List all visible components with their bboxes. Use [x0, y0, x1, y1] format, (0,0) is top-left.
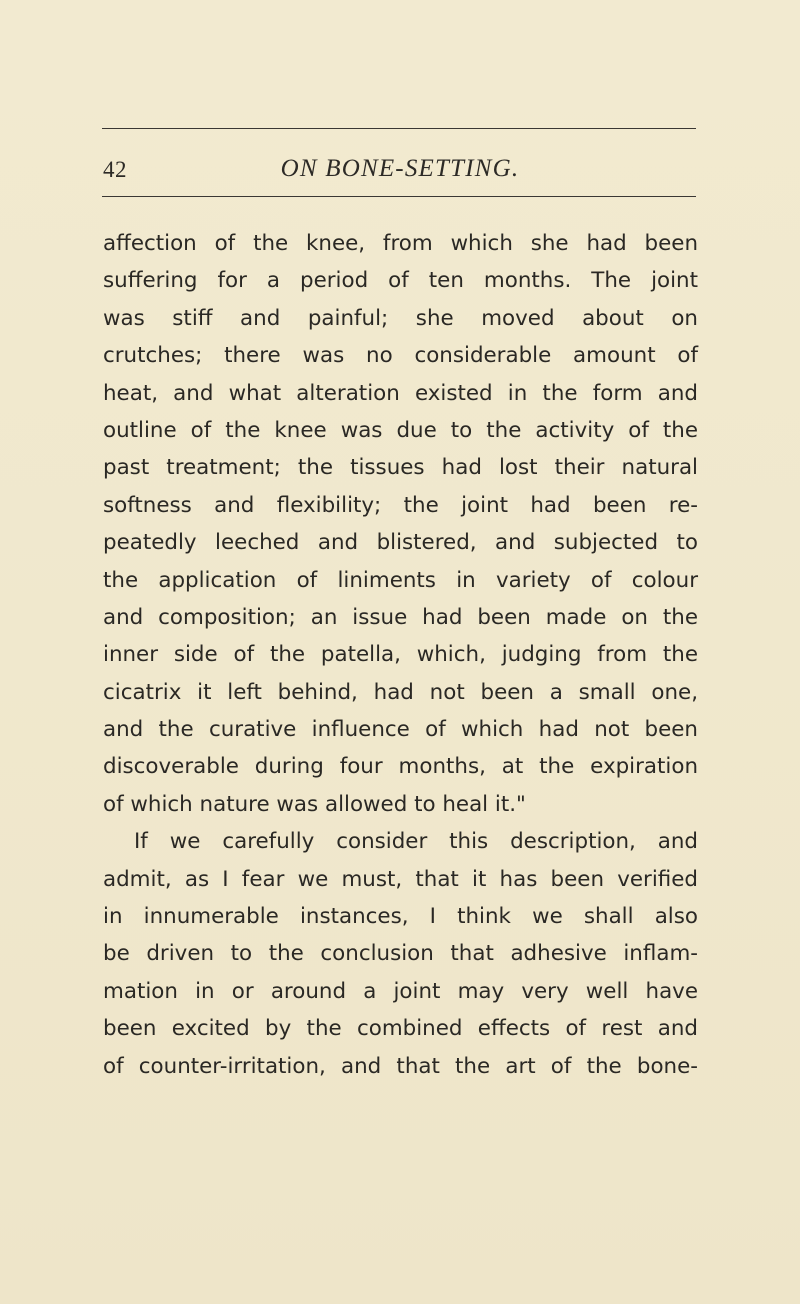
text-line: cicatrix it left behind, had not been a small one,	[103, 679, 698, 705]
running-title: ON BONE-SETTING.	[280, 155, 520, 182]
text-line: was stiff and painful; she moved about on	[103, 305, 698, 331]
text-line: admit, as I fear we must, that it has been verified	[103, 866, 698, 892]
text-line: of which nature was allowed to heal it."	[103, 791, 526, 817]
text-line: inner side of the patella, which, judging from the	[103, 642, 698, 668]
text-line: and composition; an issue had been made on the	[103, 604, 698, 630]
header-top-rule	[102, 128, 696, 129]
text-line: peatedly leeched and blistered, and subjected to	[103, 530, 698, 556]
text-line: outline of the knee was due to the activity of the	[103, 417, 698, 443]
text-line: affection of the knee, from which she had been	[103, 231, 698, 256]
paragraph-start-line: If we carefully consider this description, and	[134, 829, 698, 855]
page-number: 42	[103, 157, 127, 182]
text-line: softness and flexibility; the joint had been re-	[103, 492, 698, 518]
header-bottom-rule	[102, 196, 696, 197]
text-line: been excited by the combined effects of rest and	[103, 1016, 698, 1042]
text-line: suffering for a period of ten months. The joint	[103, 268, 698, 294]
text-line: mation in or around a joint may very well have	[103, 978, 698, 1004]
text-line: be driven to the conclusion that adhesive inflam-	[103, 941, 698, 967]
text-line: past treatment; the tissues had lost their natural	[103, 455, 698, 481]
body-text	[103, 225, 698, 1085]
text-line: and the curative influence of which had not been	[103, 717, 698, 743]
text-line: in innumerable instances, I think we shall also	[103, 904, 698, 930]
text-line: heat, and what alteration existed in the form and	[103, 380, 698, 406]
text-line: the application of liniments in variety of colour	[103, 567, 698, 593]
text-line: crutches; there was no considerable amount of	[103, 343, 698, 369]
text-line: of counter-irritation, and that the art of the bone-	[103, 1053, 698, 1079]
text-line: discoverable during four months, at the expiration	[103, 754, 698, 780]
